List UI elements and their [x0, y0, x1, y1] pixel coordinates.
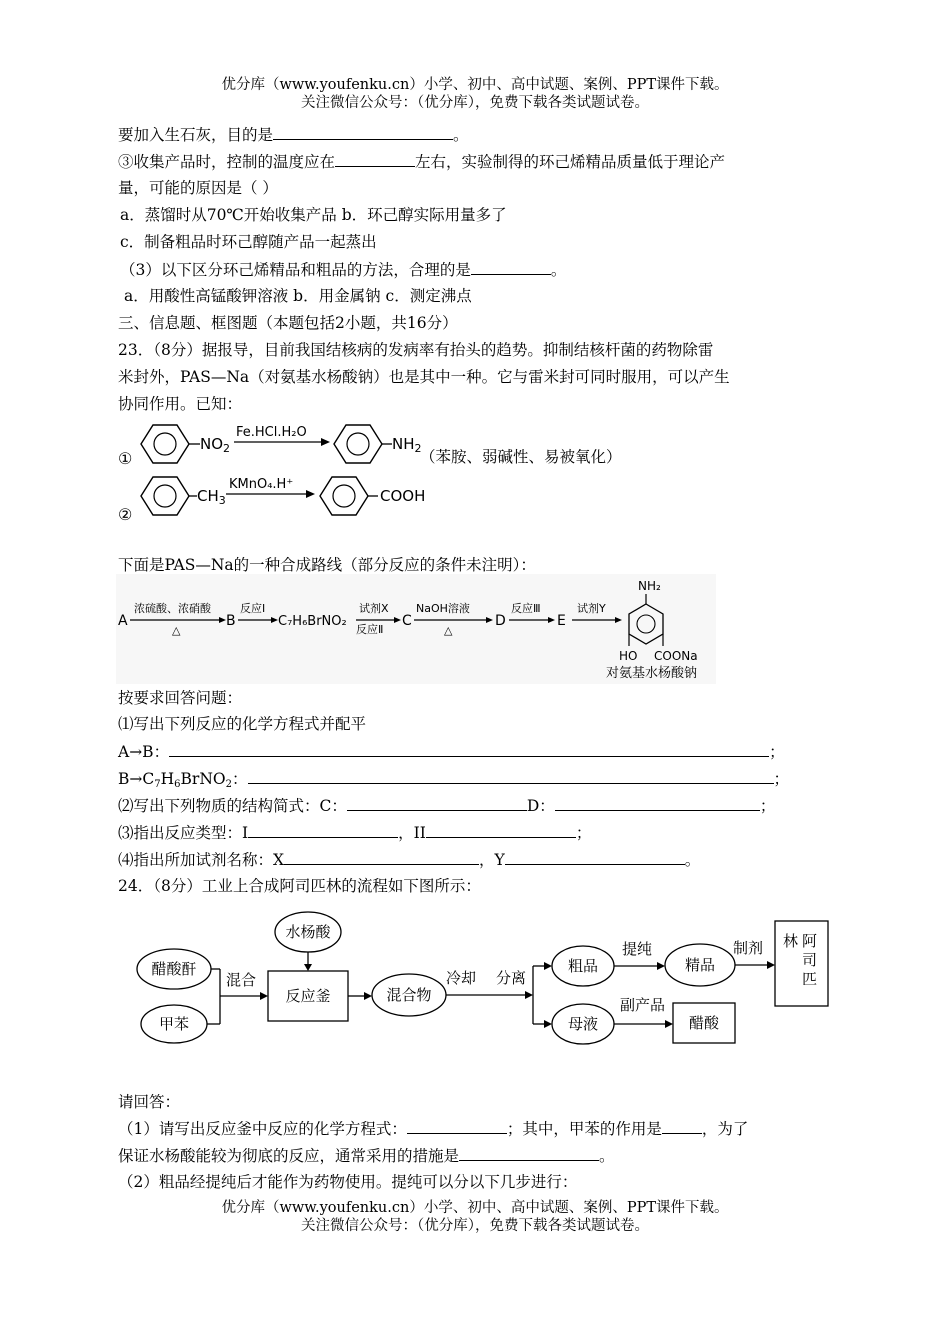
flow-label-reactor: 反应釜 [285, 987, 331, 1005]
q24-part1-line2-end: 。 [599, 1147, 615, 1165]
page-footer-line1: 优分库（www.youfenku.cn）小学、初中、高中试题、案例、PPT课件下载。 [221, 1200, 729, 1216]
flow-label-anhydride: 醋酸酐 [151, 960, 197, 978]
flow-label-fine: 精品 [684, 956, 716, 974]
answer-blank[interactable] [459, 1145, 599, 1161]
route-compound-b: B [226, 613, 236, 629]
aspirin-flow-diagram [120, 906, 840, 1076]
q23-part4 [118, 849, 700, 870]
answer-blank[interactable] [273, 124, 453, 140]
q23-part2-d: D： [526, 797, 555, 815]
flow-label-acetic: 醋酸 [688, 1014, 720, 1032]
reaction-1-condition: Fe.HCl.H₂O [236, 425, 307, 440]
q24-part1-mid: ；其中，甲苯的作用是 [506, 1120, 662, 1138]
benzene-ring-icon [141, 477, 189, 515]
product-carboxylate-group: COONa [654, 649, 698, 663]
answer-blank[interactable] [347, 795, 527, 811]
q22-part3-text: （3）以下区分环己烯精品和粗品的方法，合理的是 [120, 261, 471, 279]
flow-label-mix: 混合 [226, 971, 257, 989]
q24-part1-line2 [118, 1145, 615, 1166]
q23-part1-ab-semi: ； [769, 743, 785, 761]
page-header-line2: 关注微信公众号：（优分库），免费下载各类试题试卷。 [301, 95, 649, 111]
q23-part2 [118, 795, 775, 816]
q24-part1-end: ，为了 [701, 1120, 749, 1138]
q23-part1-ab-label: A→B： [118, 743, 170, 761]
reaction-2-product-group: COOH [380, 487, 426, 505]
q24-title: 24．（8分）工业上合成阿司匹林的流程如下图所示： [118, 877, 481, 895]
route-cond-1: 浓硫酸、浓硝酸 [134, 602, 211, 615]
answer-blank[interactable] [248, 768, 774, 784]
route-cond-4-heat: △ [444, 624, 453, 637]
answer-blank[interactable] [169, 741, 769, 757]
flow-label-byproduct: 副产品 [620, 996, 666, 1014]
q22-option-ab: a．蒸馏时从70℃开始收集产品 b．环己醇实际用量多了 [120, 206, 507, 224]
q23-part1-bc [118, 768, 789, 789]
reaction-1-reactant-group: $NO_2$ [200, 435, 231, 455]
q23-part4-text: ⑷指出所加试剂名称：X [118, 851, 285, 869]
q23-line2: 米封外，PAS—Na（对氨基水杨酸钠）也是其中一种。它与雷米封可同时服用，可以产生 [118, 368, 730, 386]
flow-label-aspirin-2: 阿 [802, 932, 818, 950]
answer-blank[interactable] [662, 1118, 702, 1134]
q24-part1-text: （1）请写出反应釜中反应的化学方程式： [118, 1120, 407, 1138]
benzene-ring-icon [334, 425, 382, 463]
route-cond-3: 试剂X [359, 602, 389, 615]
q22-l2-end: 左右，实验制得的环己烯精品质量低于理论产 [415, 153, 726, 171]
q23-part3-ii: ，II [398, 824, 426, 842]
q22-part3-end: 。 [550, 261, 567, 279]
q23-part3-semi: ； [575, 824, 592, 842]
route-compound-a: A [118, 613, 128, 629]
answer-blank[interactable] [407, 1118, 507, 1134]
reaction-2-diagram [116, 466, 676, 526]
flow-label-crude: 粗品 [567, 957, 599, 975]
answer-blank[interactable] [426, 822, 576, 838]
q23-ask: 按要求回答问题： [118, 689, 243, 707]
q22-part3 [120, 259, 566, 280]
q23-part3 [118, 822, 591, 843]
reaction-2-number: ② [118, 505, 133, 524]
q22-line3: 量，可能的原因是（ ） [118, 179, 278, 197]
q23-part1-bc-semi: ； [773, 770, 790, 788]
reaction-2-reactant-group: $CH_3$ [197, 487, 226, 507]
route-cond-1-heat: △ [172, 624, 181, 637]
flow-label-separate: 分离 [496, 969, 527, 987]
q24-reply: 请回答： [118, 1093, 181, 1111]
route-compound-e: E [557, 613, 566, 629]
q22-l1-end: 。 [453, 126, 469, 144]
q22-l1-text: 要加入生石灰，目的是 [118, 126, 274, 144]
q23-line3: 协同作用。已知： [118, 395, 243, 413]
q23-part4-end: 。 [684, 851, 701, 869]
reaction-1-note: （苯胺、弱碱性、易被氧化） [420, 448, 622, 466]
route-cond-4: NaOH溶液 [416, 602, 470, 615]
q24-part2: （2）粗品经提纯后才能作为药物使用。提纯可以分以下几步进行： [118, 1173, 578, 1191]
q24-part1 [118, 1118, 748, 1139]
answer-blank[interactable] [505, 849, 685, 865]
q23-part2-semi: ； [759, 797, 776, 815]
flow-label-aspirin-4: 匹 [802, 970, 818, 988]
benzene-ring-icon [141, 425, 189, 463]
q22-l2-text: ③收集产品时，控制的温度应在 [118, 153, 336, 171]
q23-part1-ab [118, 741, 785, 762]
benzene-ring-icon [320, 477, 368, 515]
route-intermediate: C₇H₆BrNO₂ [278, 614, 347, 629]
flow-label-aspirin-3: 司 [802, 951, 818, 969]
page-footer-line2: 关注微信公众号：（优分库），免费下载各类试题试卷。 [301, 1218, 649, 1234]
synthesis-route-diagram [116, 574, 716, 684]
flow-label-formulate: 制剂 [733, 939, 764, 957]
flow-label-aspirin-1: 林 [783, 932, 799, 950]
flow-label-purify: 提纯 [622, 940, 653, 958]
flow-label-cool: 冷却 [446, 969, 477, 987]
q23-part2-text: ⑵写出下列物质的结构简式：C： [118, 797, 347, 815]
route-intro: 下面是PAS—Na的一种合成路线（部分反应的条件未注明）： [118, 556, 536, 574]
reaction-1-number: ① [118, 449, 133, 468]
q22-line2 [118, 151, 725, 172]
q22-part3-options: a．用酸性高锰酸钾溶液 b．用金属钠 c．测定沸点 [124, 287, 472, 305]
q22-option-c: c．制备粗品时环己醇随产品一起蒸出 [120, 233, 377, 251]
route-cond-5: 反应Ⅲ [511, 602, 541, 615]
q23-part4-y: ，Y [479, 851, 505, 869]
q24-part1-line2-text: 保证水杨酸能较为彻底的反应，通常采用的措施是 [118, 1147, 460, 1165]
answer-blank[interactable] [471, 259, 551, 275]
answer-blank[interactable] [248, 822, 398, 838]
route-compound-c: C [402, 613, 412, 629]
q22-line1 [118, 124, 469, 145]
section3-title: 三、信息题、框图题（本题包括2小题，共16分） [118, 314, 458, 332]
page-header-line1: 优分库（www.youfenku.cn）小学、初中、高中试题、案例、PPT课件下载。 [221, 77, 729, 93]
answer-blank[interactable] [335, 151, 415, 167]
reaction-1-product-group: $NH_2$ [392, 435, 422, 455]
product-name: 对氨基水杨酸钠 [606, 666, 698, 681]
answer-blank[interactable] [284, 849, 479, 865]
q23-part1-bc-label: $B\to C_7H_6BrNO_2$： [118, 770, 248, 790]
flow-label-mixture: 混合物 [386, 986, 432, 1004]
product-hydroxy-group: HO [619, 649, 638, 663]
flow-label-salicylic: 水杨酸 [285, 923, 331, 941]
flow-label-mother: 母液 [567, 1015, 599, 1033]
answer-blank[interactable] [555, 795, 760, 811]
reaction-2-condition: KMnO₄.H⁺ [229, 477, 294, 492]
q23-part3-text: ⑶指出反应类型：I [118, 824, 249, 842]
product-amino-group: NH₂ [638, 579, 661, 593]
route-cond-3-reaction: 反应Ⅱ [356, 623, 384, 636]
route-cond-6: 试剂Y [577, 602, 606, 615]
q23-line1: 23．（8分）据报导，目前我国结核病的发病率有抬头的趋势。抑制结核杆菌的药物除雷 [118, 341, 714, 359]
flow-label-toluene: 甲苯 [158, 1015, 190, 1033]
q23-part1: ⑴写出下列反应的化学方程式并配平 [118, 715, 367, 733]
route-cond-2: 反应Ⅰ [240, 602, 266, 615]
route-compound-d: D [495, 613, 506, 629]
